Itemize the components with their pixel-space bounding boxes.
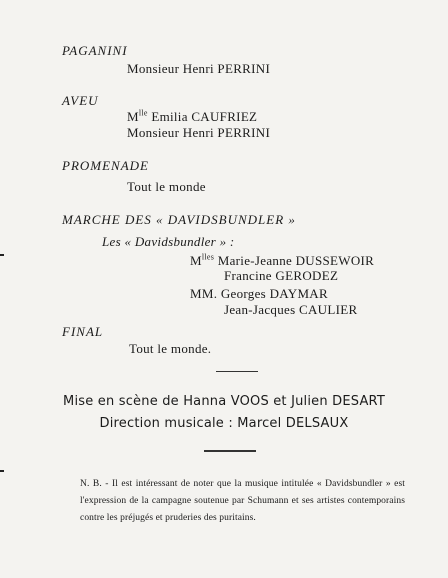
scan-mark: [0, 254, 4, 256]
divider: [216, 371, 258, 372]
title-suffix: lles: [201, 252, 215, 262]
performer-line: Monsieur Henri PERRINI: [127, 61, 271, 76]
performer-name: Emilia CAUFRIEZ: [151, 109, 258, 124]
performer-line: [127, 109, 257, 125]
footnote: N. B. - Il est intéressant de noter que la musique intitulée « Davidsbundler » est l'expression de la campagne soutenue par Schumann et ses artistes contemporains contre les préjugés et pruderies des puritains.: [80, 479, 405, 523]
performer-line: Tout le monde.: [129, 341, 212, 356]
performer-line: [190, 286, 328, 302]
section-title-marche: MARCHE DES « DAVIDSBUNDLER »: [62, 212, 296, 227]
section-title-aveu: AVEU: [62, 93, 99, 108]
title-prefix: M: [190, 253, 202, 268]
section-subtitle: Les « Davidsbundler » :: [102, 234, 235, 249]
performer-line: Tout le monde: [127, 179, 206, 194]
performer-name: Marie-Jeanne DUSSEWOIR: [217, 253, 375, 268]
staging-credit: Mise en scène de Hanna VOOS et Julien DESART: [63, 394, 385, 409]
section-title-paganini: PAGANINI: [62, 43, 128, 58]
performer-line: [190, 253, 374, 269]
performer-name: Georges DAYMAR: [220, 286, 328, 301]
section-title-promenade: PROMENADE: [62, 158, 149, 173]
divider: [204, 450, 256, 452]
music-direction-credit: Direction musicale : Marcel DELSAUX: [99, 416, 349, 431]
title-suffix: lle: [138, 108, 148, 118]
section-title-final: FINAL: [62, 324, 104, 339]
title-prefix: M: [127, 109, 139, 124]
performer-line: Monsieur Henri PERRINI: [127, 125, 271, 140]
performer-line: Jean-Jacques CAULIER: [224, 302, 358, 317]
scan-mark: [0, 470, 4, 472]
performer-line: Francine GERODEZ: [224, 268, 339, 283]
title-prefix: MM.: [190, 286, 218, 301]
